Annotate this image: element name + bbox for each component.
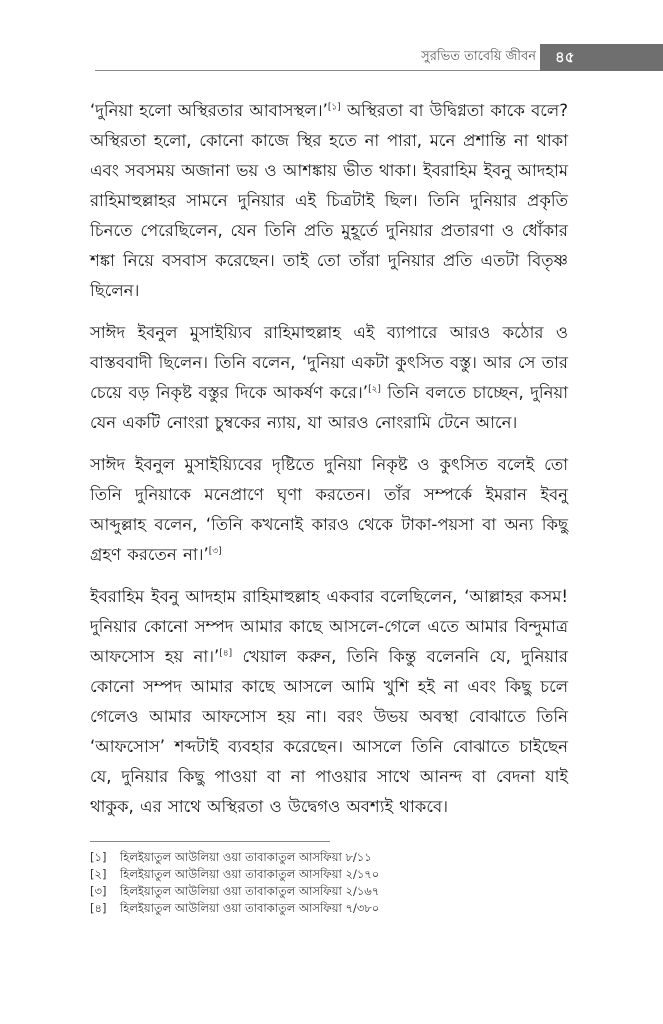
- footnote-text: হিলইয়াতুল আউলিয়া ওয়া তাবাকাতুল আসফিয়া ৮/১১: [120, 850, 372, 864]
- page-number: ৪৫: [540, 44, 663, 71]
- footnote-text: হিলইয়াতুল আউলিয়া ওয়া তাবাকাতুল আসফিয়া ৭/৩৮০: [120, 901, 380, 915]
- page-header: [0, 44, 663, 72]
- footnote-ref-4: [৪]: [219, 648, 233, 659]
- footnote-text: হিলইয়াতুল আউলিয়া ওয়া তাবাকাতুল আসফিয়া ২/১৭০: [120, 867, 380, 881]
- running-title: সুরভিত তাবেয়ি জীবন: [421, 49, 536, 64]
- footnote-number: [১]: [90, 850, 107, 864]
- footnotes: [90, 849, 568, 917]
- paragraph-3: সাঈদ ইবনুল মুসাইয়্যিবের দৃষ্টিতে দুনিয়া নিকৃষ্ট ও কুৎসিত বলেই তো তিনি দুনিয়াকে মনেপ্রাণে ঘৃণা করতেন। তাঁর সম্পর্কে ইমরান ইবনু আব্দুল্লাহ বলেন, ‘তিনি কখনোই কারও থেকে টাকা-পয়সা বা অন্য কিছু গ্রহণ করতেন না।’[৩]: [90, 455, 568, 564]
- footnote-text: হিলইয়াতুল আউলিয়া ওয়া তাবাকাতুল আসফিয়া ২/১৬৭: [120, 884, 380, 898]
- footnote-ref-1: [১]: [327, 102, 341, 113]
- footnote-4: [90, 900, 568, 917]
- paragraph-4: ইবরাহিম ইবনু আদহাম রাহিমাহুল্লাহ একবার বলেছিলেন, ‘আল্লাহর কসম! দুনিয়ার কোনো সম্পদ আমার কাছে আসলে-গেলে এতে আমার বিন্দুমাত্র আফসোস হয় না।’[৪] খেয়াল করুন, তিনি কিন্তু বলেননি যে, দুনিয়ার কোনো সম্পদ আমার কাছে আসলে আমি খুশি হই না এবং কিছু চলে গেলেও আমার আফসোস হয় না। বরং উভয় অবস্থা বোঝাতে তিনি ‘আফসোস’ শব্দটাই ব্যবহার করেছেন। আসলে তিনি বোঝাতে চাইছেন যে, দুনিয়ার কিছু পাওয়া বা না পাওয়ার সাথে আনন্দ বা বেদনা যাই থাকুক, এর সাথে অস্থিরতা ও উদ্বেগও অবশ্যই থাকবে।: [90, 587, 568, 816]
- footnote-rule: [90, 841, 330, 842]
- footnote-ref-3: [৩]: [208, 546, 222, 557]
- footnote-3: [90, 883, 568, 900]
- footnote-2: [90, 866, 568, 883]
- footnote-1: [90, 849, 568, 866]
- paragraph-2: সাঈদ ইবনুল মুসাইয়্যিব রাহিমাহুল্লাহ এই ব্যাপারে আরও কঠোর ও বাস্তববাদী ছিলেন। তিনি বলেন, ‘দুনিয়া একটা কুৎসিত বস্তু। আর সে তার চেয়ে বড় নিকৃষ্ট বস্তুর দিকে আকর্ষণ করে।’[২] তিনি বলতে চাচ্ছেন, দুনিয়া যেন একটি নোংরা চুম্বকের ন্যায়, যা আরও নোংরামি টেনে আনে।: [90, 323, 568, 432]
- footnote-number: [২]: [90, 867, 107, 881]
- footnote-ref-2: [২]: [368, 384, 381, 395]
- paragraph-1: ‘দুনিয়া হলো অস্থিরতার আবাসস্থল।’[১] অস্থিরতা বা উদ্বিগ্নতা কাকে বলে? অস্থিরতা হলো, কোনো কাজে স্থির হতে না পারা, মনে প্রশান্তি না থাকা এবং সবসময় অজানা ভয় ও আশঙ্কায় ভীত থাকা। ইবরাহিম ইবনু আদহাম রাহিমাহুল্লাহর সামনে দুনিয়ার এই চিত্রটাই ছিল। তিনি দুনিয়ার প্রকৃতি চিনতে পেরেছিলেন, যেন তিনি প্রতি মুহূর্তে দুনিয়ার প্রতারণা ও ধোঁকার শঙ্কা নিয়ে বসবাস করেছেন। তাই তো তাঁরা দুনিয়ার প্রতি এতটা বিতৃষ্ণ ছিলেন।: [90, 101, 568, 300]
- body-text: [90, 96, 568, 834]
- footnote-number: [৪]: [90, 901, 107, 915]
- footnote-number: [৩]: [90, 884, 107, 898]
